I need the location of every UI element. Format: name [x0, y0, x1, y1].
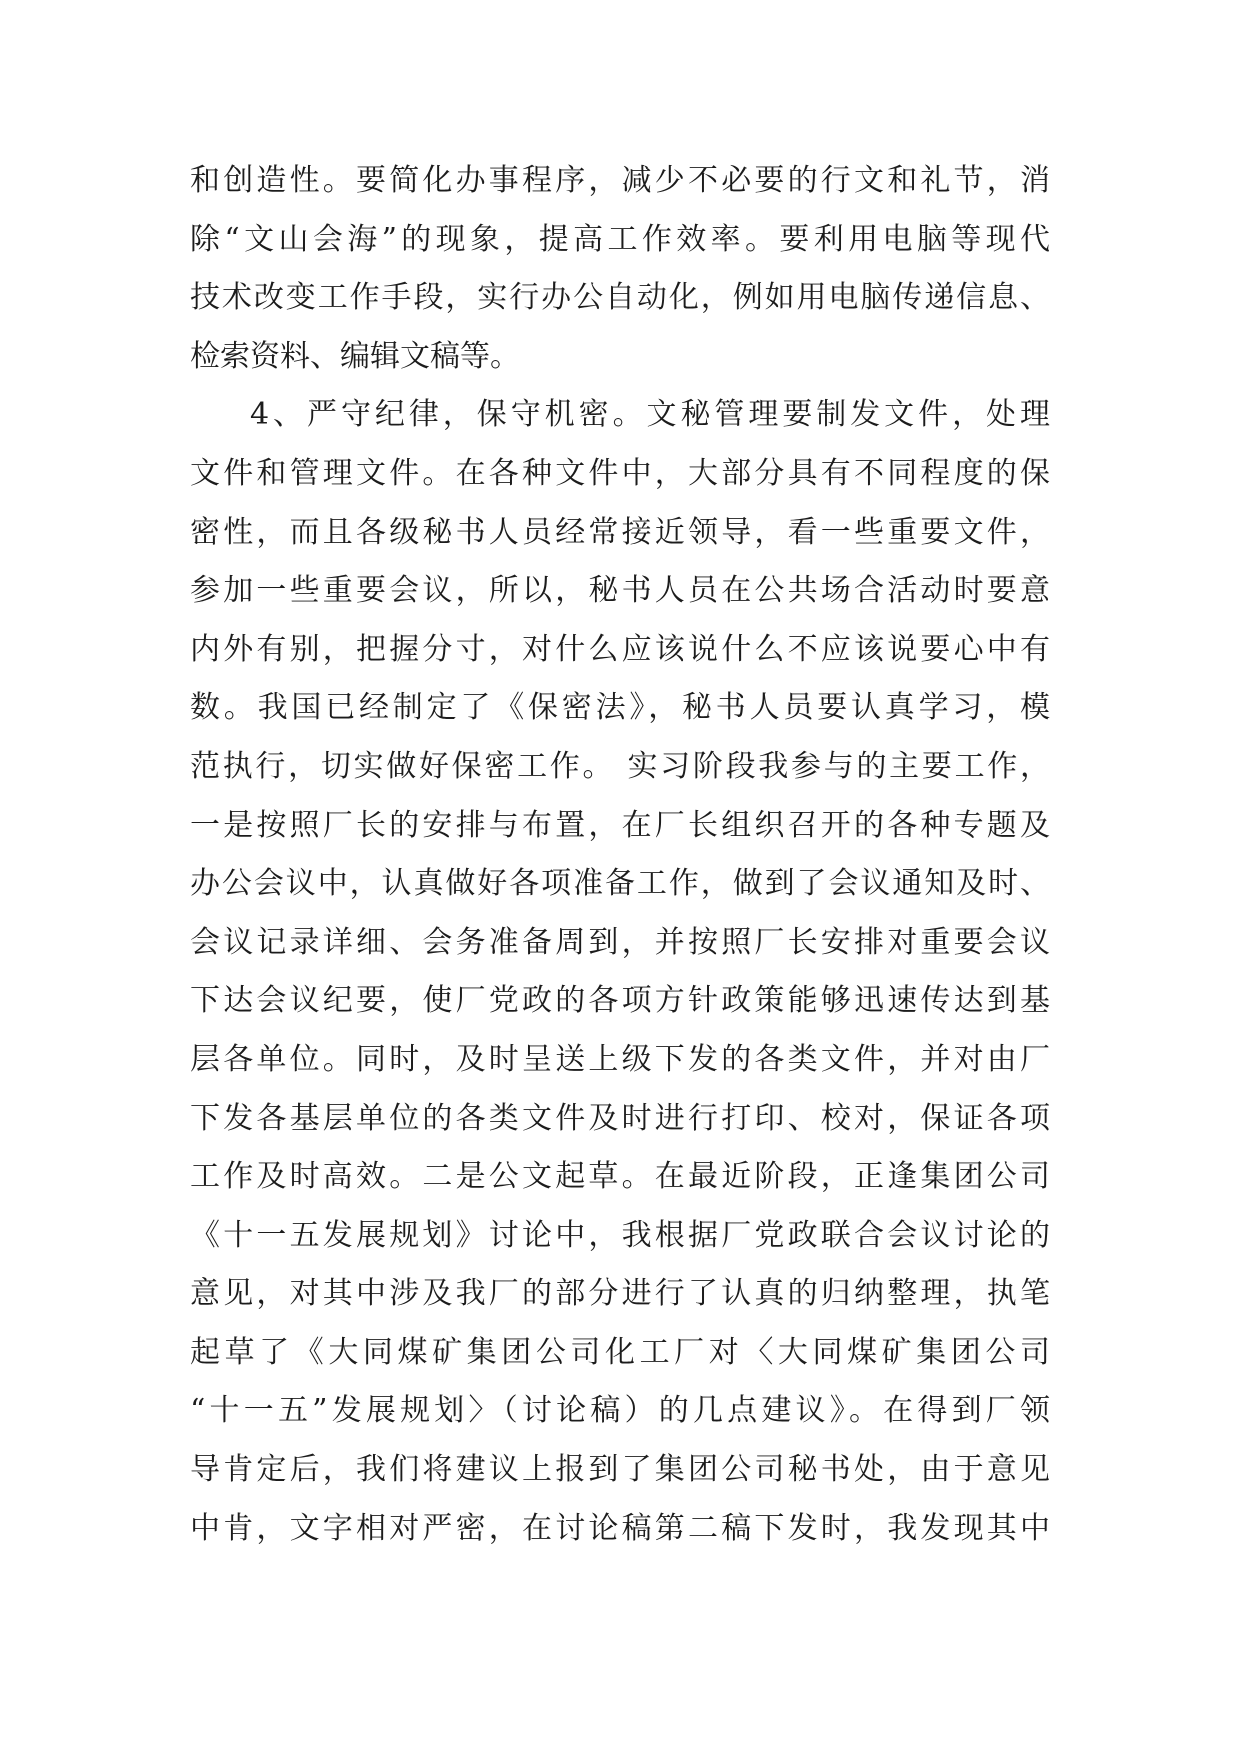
- text-line: 内外有别，把握分寸，对什么应该说什么不应该说要心中有: [190, 631, 1050, 667]
- text-line: 导肯定后，我们将建议上报到了集团公司秘书处，由于意见: [190, 1452, 1050, 1488]
- text-line: 参加一些重要会议，所以，秘书人员在公共场合活动时要意: [190, 573, 1050, 609]
- text-line: “十一五”发展规划〉（讨论稿）的几点建议》。在得到厂领: [190, 1393, 1050, 1429]
- text-line: 除“文山会海”的现象，提高工作效率。要利用电脑等现代: [190, 221, 1050, 257]
- text-line: 检索资料、编辑文稿等。: [190, 338, 520, 374]
- text-line: 中肯，文字相对严密，在讨论稿第二稿下发时，我发现其中: [190, 1510, 1050, 1546]
- text-line: 办公会议中，认真做好各项准备工作，做到了会议通知及时、: [190, 866, 1050, 902]
- text-line: 《十一五发展规划》讨论中，我根据厂党政联合会议讨论的: [190, 1217, 1050, 1253]
- text-line: 层各单位。同时，及时呈送上级下发的各类文件，并对由厂: [190, 1041, 1050, 1077]
- text-line: 下达会议纪要，使厂党政的各项方针政策能够迅速传达到基: [190, 983, 1050, 1019]
- text-line: 范执行，切实做好保密工作。 实习阶段我参与的主要工作，: [190, 748, 1050, 784]
- text-line: 工作及时高效。二是公文起草。在最近阶段，正逢集团公司: [190, 1159, 1050, 1195]
- text-line: 一是按照厂长的安排与布置，在厂长组织召开的各种专题及: [190, 807, 1050, 843]
- text-line: 起草了《大同煤矿集团公司化工厂对〈大同煤矿集团公司: [190, 1334, 1050, 1370]
- body-text: [190, 152, 1050, 1558]
- text-line: 数。我国已经制定了《保密法》，秘书人员要认真学习，模: [190, 690, 1050, 726]
- text-line: 和创造性。要简化办事程序，减少不必要的行文和礼节，消: [190, 163, 1050, 198]
- text-line: 意见，对其中涉及我厂的部分进行了认真的归纳整理，执笔: [190, 1276, 1050, 1312]
- text-line: 下发各基层单位的各类文件及时进行打印、校对，保证各项: [190, 1100, 1050, 1136]
- text-line: 4、严守纪律，保守机密。文秘管理要制发文件，处理: [250, 397, 1050, 433]
- text-line: 文件和管理文件。在各种文件中，大部分具有不同程度的保: [190, 455, 1050, 491]
- text-line: 技术改变工作手段，实行办公自动化，例如用电脑传递信息、: [190, 280, 1050, 316]
- text-line: 会议记录详细、会务准备周到，并按照厂长安排对重要会议: [190, 924, 1050, 960]
- text-line: 密性，而且各级秘书人员经常接近领导，看一些重要文件，: [190, 514, 1050, 550]
